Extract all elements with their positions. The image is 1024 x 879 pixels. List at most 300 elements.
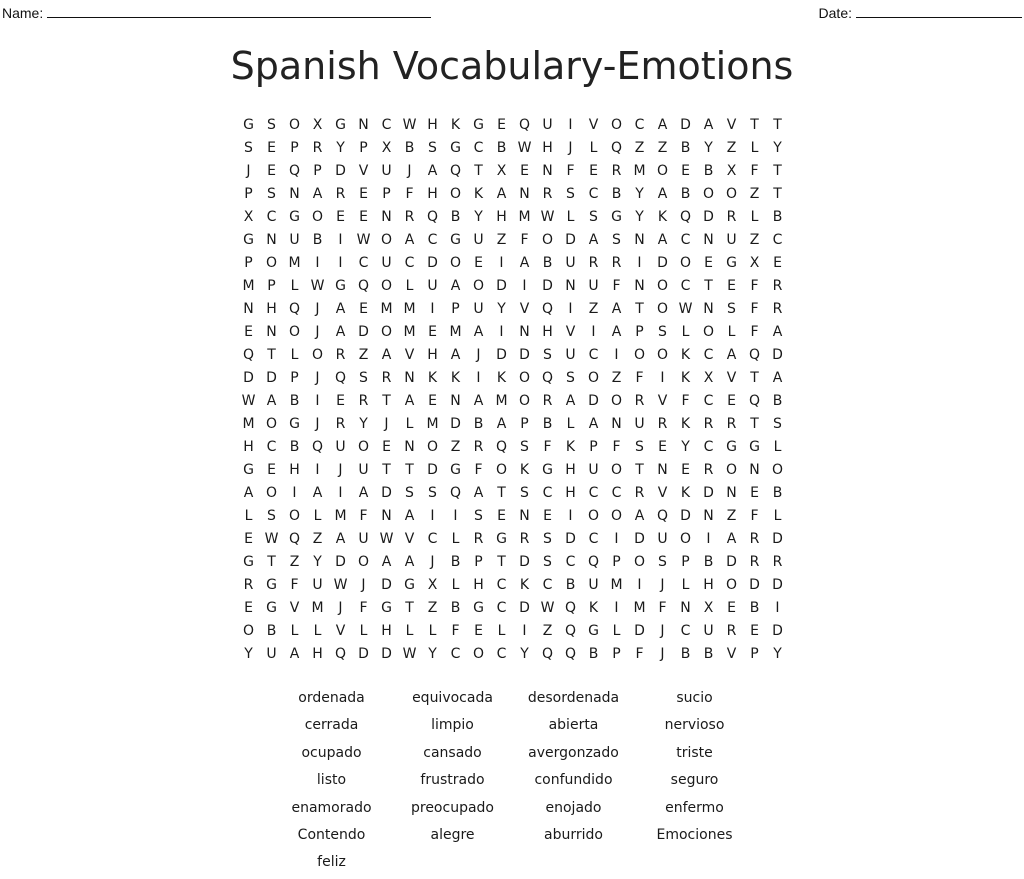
grid-cell: M — [633, 163, 646, 179]
grid-cell: I — [315, 462, 320, 478]
grid-cell: O — [357, 554, 370, 570]
grid-cell: U — [473, 301, 484, 317]
word-bank-item: limpio — [431, 717, 474, 734]
grid-cell: N — [519, 508, 530, 524]
grid-cell: A — [496, 416, 507, 432]
grid-cell: Y — [704, 140, 713, 156]
grid-cell: D — [358, 646, 369, 662]
grid-cell: F — [750, 301, 759, 317]
grid-cell: P — [681, 554, 690, 570]
grid-cell: Q — [656, 508, 669, 524]
grid-cell: O — [518, 393, 531, 409]
grid-row — [237, 597, 789, 620]
grid-cell: K — [496, 370, 507, 386]
grid-cell: N — [358, 117, 369, 133]
grid-cell: A — [473, 324, 484, 340]
grid-cell: K — [450, 370, 461, 386]
word-bank-item: listo — [316, 772, 347, 789]
grid-cell: S — [267, 186, 276, 202]
grid-cell: X — [703, 370, 714, 386]
grid-cell: Q — [288, 531, 301, 547]
grid-cell: P — [451, 301, 460, 317]
grid-cell: N — [243, 301, 254, 317]
grid-cell: E — [244, 531, 253, 547]
grid-cell: D — [565, 531, 576, 547]
grid-row — [237, 137, 789, 160]
grid-cell: K — [680, 370, 691, 386]
grid-cell: J — [430, 554, 435, 570]
grid-cell: B — [565, 577, 576, 593]
grid-cell: M — [449, 324, 462, 340]
grid-cell: T — [382, 462, 391, 478]
grid-cell: J — [246, 163, 251, 179]
grid-cell: A — [404, 232, 415, 248]
grid-cell: Y — [635, 209, 644, 225]
grid-cell: S — [543, 347, 552, 363]
grid-cell: C — [266, 209, 277, 225]
grid-cell: Q — [449, 485, 462, 501]
grid-cell: J — [315, 370, 320, 386]
grid-cell: Z — [358, 347, 369, 363]
grid-row — [237, 321, 789, 344]
grid-cell: L — [681, 324, 690, 340]
grid-cell: F — [451, 623, 460, 639]
grid-cell: P — [267, 278, 276, 294]
grid-cell: R — [404, 209, 415, 225]
grid-cell: H — [312, 646, 323, 662]
word-bank-item: frustrado — [420, 772, 485, 789]
grid-cell: O — [288, 117, 301, 133]
grid-cell: L — [451, 577, 460, 593]
grid-cell: Q — [748, 393, 761, 409]
grid-cell: W — [540, 600, 555, 616]
grid-cell: L — [290, 347, 299, 363]
grid-cell: D — [634, 623, 645, 639]
grid-cell: R — [703, 416, 714, 432]
grid-cell: O — [449, 186, 462, 202]
grid-cell: E — [244, 600, 253, 616]
grid-cell: R — [749, 554, 760, 570]
grid-cell: Q — [748, 347, 761, 363]
grid-cell: O — [357, 439, 370, 455]
grid-cell: D — [749, 577, 760, 593]
grid-cell: R — [519, 531, 530, 547]
grid-cell: R — [772, 301, 783, 317]
grid-cell: G — [243, 554, 254, 570]
grid-cell: R — [726, 209, 737, 225]
grid-cell: U — [588, 462, 599, 478]
grid-cell: P — [474, 554, 483, 570]
grid-cell: F — [750, 278, 759, 294]
grid-cell: Q — [587, 554, 600, 570]
grid-cell: R — [542, 186, 553, 202]
grid-cell: V — [289, 600, 300, 616]
grid-cell: I — [637, 255, 642, 271]
grid-cell: I — [430, 508, 435, 524]
grid-row — [237, 574, 789, 597]
grid-cell: Q — [679, 209, 692, 225]
grid-cell: E — [589, 163, 598, 179]
grid-cell: K — [519, 577, 530, 593]
grid-cell: A — [634, 508, 645, 524]
grid-cell: B — [680, 186, 691, 202]
grid-cell: G — [335, 117, 346, 133]
grid-cell: H — [542, 324, 553, 340]
grid-cell: R — [542, 393, 553, 409]
grid-cell: M — [403, 324, 416, 340]
grid-cell: Z — [450, 439, 461, 455]
grid-cell: O — [702, 324, 715, 340]
grid-cell: I — [522, 278, 527, 294]
grid-cell: I — [637, 577, 642, 593]
grid-cell: E — [727, 600, 736, 616]
grid-cell: D — [335, 554, 346, 570]
grid-cell: D — [335, 163, 346, 179]
name-label: Name: — [2, 5, 44, 21]
grid-cell: E — [727, 393, 736, 409]
grid-cell: O — [656, 347, 669, 363]
grid-cell: F — [612, 439, 621, 455]
grid-cell: N — [634, 278, 645, 294]
grid-cell: U — [335, 439, 346, 455]
grid-cell: L — [727, 324, 736, 340]
grid-cell: S — [589, 209, 598, 225]
page-title: Spanish Vocabulary-Emotions — [230, 44, 794, 88]
grid-cell: R — [634, 485, 645, 501]
grid-cell: O — [426, 439, 439, 455]
grid-cell: F — [359, 508, 368, 524]
grid-cell: D — [427, 462, 438, 478]
grid-row — [237, 114, 789, 137]
grid-cell: H — [473, 577, 484, 593]
grid-row — [237, 275, 789, 298]
grid-cell: L — [313, 508, 322, 524]
grid-cell: L — [681, 577, 690, 593]
grid-cell: G — [588, 623, 599, 639]
grid-cell: S — [428, 140, 437, 156]
grid-cell: E — [359, 186, 368, 202]
grid-cell: V — [588, 117, 599, 133]
grid-cell: Z — [427, 600, 438, 616]
grid-cell: A — [335, 324, 346, 340]
grid-cell: B — [496, 140, 507, 156]
grid-cell: P — [313, 163, 322, 179]
grid-cell: K — [680, 416, 691, 432]
grid-cell: E — [681, 462, 690, 478]
grid-cell: G — [266, 577, 277, 593]
grid-cell: L — [750, 140, 759, 156]
grid-cell: C — [565, 554, 576, 570]
grid-cell: A — [243, 485, 254, 501]
grid-cell: B — [588, 646, 599, 662]
grid-cell: W — [333, 577, 348, 593]
grid-cell: I — [338, 255, 343, 271]
grid-cell: L — [612, 623, 621, 639]
grid-cell: J — [361, 577, 366, 593]
grid-cell: R — [312, 140, 323, 156]
grid-cell: O — [702, 186, 715, 202]
grid-cell: W — [310, 278, 325, 294]
grid-cell: O — [311, 209, 324, 225]
grid-cell: O — [472, 646, 485, 662]
grid-cell: U — [381, 163, 392, 179]
grid-cell: A — [588, 232, 599, 248]
grid-cell: A — [473, 393, 484, 409]
word-bank-item: enfermo — [665, 799, 724, 816]
grid-cell: U — [358, 531, 369, 547]
grid-cell: L — [313, 623, 322, 639]
grid-cell: A — [312, 186, 323, 202]
grid-cell: Q — [541, 370, 554, 386]
grid-cell: M — [242, 278, 255, 294]
grid-cell: U — [657, 531, 668, 547]
name-field — [2, 4, 431, 21]
grid-cell: R — [335, 347, 346, 363]
grid-cell: W — [379, 531, 394, 547]
grid-cell: H — [427, 117, 438, 133]
grid-cell: C — [496, 600, 507, 616]
grid-cell: E — [382, 439, 391, 455]
grid-cell: L — [750, 209, 759, 225]
grid-cell: N — [404, 370, 415, 386]
grid-cell: I — [338, 485, 343, 501]
grid-cell: N — [519, 186, 530, 202]
grid-cell: S — [474, 508, 483, 524]
grid-cell: B — [680, 646, 691, 662]
grid-cell: N — [680, 600, 691, 616]
grid-cell: E — [267, 140, 276, 156]
grid-cell: L — [428, 623, 437, 639]
grid-cell: Z — [611, 370, 622, 386]
grid-cell: D — [519, 600, 530, 616]
word-bank-item: cerrada — [304, 717, 359, 734]
grid-cell: M — [426, 416, 439, 432]
grid-cell: Y — [336, 140, 345, 156]
grid-cell: W — [241, 393, 256, 409]
grid-cell: N — [611, 416, 622, 432]
grid-cell: I — [476, 370, 481, 386]
grid-cell: I — [660, 370, 665, 386]
grid-cell: B — [289, 393, 300, 409]
grid-cell: A — [726, 531, 737, 547]
grid-cell: B — [473, 416, 484, 432]
grid-cell: I — [453, 508, 458, 524]
grid-cell: A — [427, 163, 438, 179]
grid-cell: J — [660, 623, 665, 639]
grid-cell: Y — [773, 140, 782, 156]
grid-cell: O — [725, 462, 738, 478]
grid-cell: L — [405, 416, 414, 432]
grid-cell: G — [335, 278, 346, 294]
grid-cell: A — [726, 347, 737, 363]
word-bank-item: enamorado — [291, 799, 372, 816]
grid-cell: N — [542, 163, 553, 179]
grid-cell: G — [450, 462, 461, 478]
grid-cell: O — [633, 554, 646, 570]
grid-cell: E — [497, 117, 506, 133]
word-bank-item: feliz — [317, 854, 346, 871]
grid-cell: K — [473, 186, 484, 202]
grid-cell: O — [518, 370, 531, 386]
grid-cell: W — [402, 646, 417, 662]
grid-cell: D — [243, 370, 254, 386]
grid-cell: E — [750, 623, 759, 639]
grid-cell: O — [472, 278, 485, 294]
grid-cell: T — [497, 485, 506, 501]
grid-cell: O — [610, 508, 623, 524]
grid-cell: D — [542, 278, 553, 294]
grid-cell: Q — [564, 600, 577, 616]
grid-cell: D — [680, 117, 691, 133]
grid-cell: A — [358, 485, 369, 501]
grid-cell: G — [289, 416, 300, 432]
grid-cell: W — [517, 140, 532, 156]
grid-cell: T — [773, 186, 782, 202]
grid-cell: D — [358, 324, 369, 340]
grid-cell: Q — [610, 140, 623, 156]
grid-cell: F — [290, 577, 299, 593]
word-bank-item: confundido — [534, 772, 613, 789]
grid-cell: P — [244, 186, 253, 202]
grid-cell: D — [772, 577, 783, 593]
grid-cell: D — [588, 393, 599, 409]
grid-cell: B — [266, 623, 277, 639]
grid-cell: N — [519, 324, 530, 340]
grid-cell: R — [611, 163, 622, 179]
grid-cell: H — [703, 577, 714, 593]
grid-cell: F — [658, 600, 667, 616]
grid-cell: M — [633, 600, 646, 616]
grid-cell: F — [750, 324, 759, 340]
grid-cell: B — [312, 232, 323, 248]
grid-cell: V — [657, 393, 668, 409]
grid-cell: X — [726, 163, 737, 179]
grid-cell: L — [773, 439, 782, 455]
grid-cell: J — [384, 416, 389, 432]
grid-cell: I — [315, 255, 320, 271]
grid-cell: O — [265, 255, 278, 271]
grid-cell: X — [427, 577, 438, 593]
grid-cell: E — [750, 485, 759, 501]
grid-cell: S — [520, 485, 529, 501]
grid-cell: R — [381, 370, 392, 386]
grid-cell: R — [588, 255, 599, 271]
grid-cell: A — [266, 393, 277, 409]
date-blank-line — [856, 4, 1022, 18]
grid-cell: K — [680, 485, 691, 501]
grid-cell: A — [289, 646, 300, 662]
grid-cell: N — [565, 278, 576, 294]
grid-cell: P — [612, 646, 621, 662]
grid-cell: I — [315, 393, 320, 409]
grid-cell: Q — [288, 301, 301, 317]
grid-cell: S — [773, 416, 782, 432]
grid-cell: J — [315, 416, 320, 432]
grid-cell: G — [496, 531, 507, 547]
grid-cell: R — [726, 416, 737, 432]
grid-cell: I — [591, 324, 596, 340]
grid-cell: L — [589, 140, 598, 156]
grid-cell: F — [520, 232, 529, 248]
grid-cell: I — [522, 623, 527, 639]
grid-cell: D — [381, 646, 392, 662]
grid-cell: R — [335, 186, 346, 202]
grid-cell: O — [449, 255, 462, 271]
grid-cell: W — [402, 117, 417, 133]
grid-cell: B — [680, 140, 691, 156]
grid-cell: D — [496, 347, 507, 363]
grid-cell: R — [749, 531, 760, 547]
grid-cell: O — [610, 462, 623, 478]
grid-cell: Q — [288, 163, 301, 179]
grid-cell: C — [680, 623, 691, 639]
grid-cell: C — [266, 439, 277, 455]
grid-cell: N — [749, 462, 760, 478]
grid-cell: O — [380, 232, 393, 248]
grid-cell: E — [428, 393, 437, 409]
grid-cell: R — [726, 623, 737, 639]
grid-cell: A — [657, 117, 668, 133]
grid-cell: S — [543, 531, 552, 547]
grid-cell: U — [289, 232, 300, 248]
grid-cell: I — [499, 324, 504, 340]
grid-cell: A — [473, 485, 484, 501]
grid-cell: G — [243, 462, 254, 478]
grid-cell: B — [450, 554, 461, 570]
word-bank-item: sucio — [676, 690, 713, 706]
grid-cell: Z — [749, 232, 760, 248]
grid-cell: G — [243, 117, 254, 133]
grid-cell: O — [771, 462, 784, 478]
grid-cell: A — [381, 347, 392, 363]
grid-cell: S — [658, 324, 667, 340]
grid-cell: F — [635, 646, 644, 662]
grid-row — [237, 436, 789, 459]
grid-cell: B — [404, 140, 415, 156]
grid-cell: K — [588, 600, 599, 616]
grid-cell: L — [497, 623, 506, 639]
grid-cell: M — [403, 301, 416, 317]
grid-cell: Y — [244, 646, 253, 662]
grid-cell: B — [611, 186, 622, 202]
grid-cell: U — [588, 278, 599, 294]
grid-cell: E — [359, 301, 368, 317]
grid-cell: T — [405, 462, 414, 478]
grid-cell: V — [358, 163, 369, 179]
grid-cell: F — [681, 393, 690, 409]
grid-cell: O — [656, 163, 669, 179]
grid-row — [237, 229, 789, 252]
grid-cell: T — [405, 600, 414, 616]
grid-cell: J — [407, 163, 412, 179]
grid-cell: R — [634, 393, 645, 409]
grid-cell: S — [244, 140, 253, 156]
grid-cell: H — [266, 301, 277, 317]
grid-cell: E — [658, 439, 667, 455]
grid-cell: D — [772, 347, 783, 363]
grid-cell: X — [496, 163, 507, 179]
grid-cell: B — [703, 163, 714, 179]
grid-cell: H — [496, 209, 507, 225]
date-field — [819, 4, 1022, 21]
grid-cell: I — [775, 600, 780, 616]
grid-cell: X — [749, 255, 760, 271]
grid-cell: L — [566, 416, 575, 432]
grid-cell: J — [660, 577, 665, 593]
grid-cell: S — [267, 508, 276, 524]
grid-cell: H — [565, 462, 576, 478]
grid-cell: Z — [312, 531, 323, 547]
